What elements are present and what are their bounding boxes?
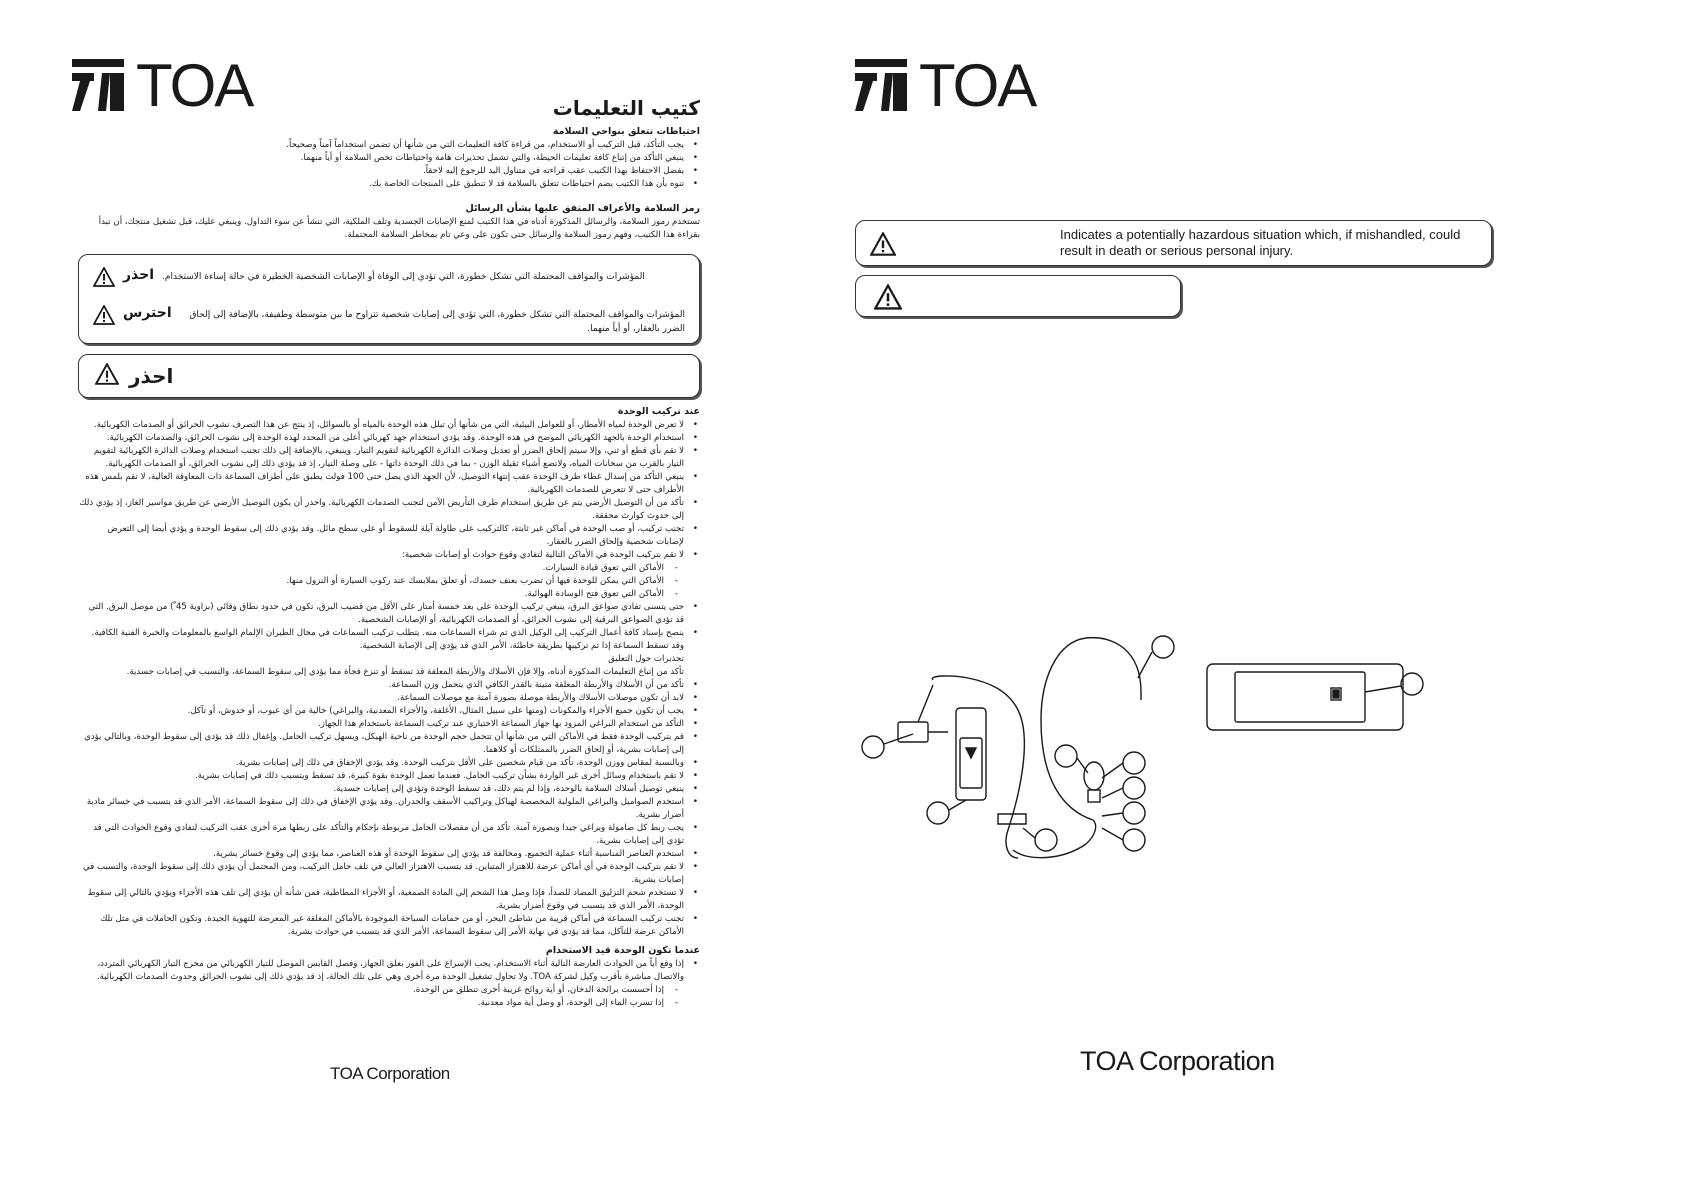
warning-banner bbox=[78, 354, 700, 398]
list-item: • استخدم الصواميل والبراغي الملولبة المخصصة لهياكل وتراكيب الأسقف والجدران. وقد يؤدي الإخفاق في ذلك إلى سقوط السماعة، الأمر الذي قد يتسبب في خسائر مادية أضرار بشرية. bbox=[78, 796, 700, 822]
list-item: • ينصح بإسناد كافة أعمال التركيب إلى الوكيل الذي تم شراء السماعات منه. يتطلب تركيب السماعات في مجال الطيران الإلمام الواسع بالمعلومات والخبرة الفنية الكافية. وقد تسقط السماعة إذا تم تركيبها بطريقة خاطئة، الأمر الذي قد يؤدي إلى الإصابة الشخصية. bbox=[78, 627, 700, 653]
caution-keyword: احترس bbox=[123, 305, 172, 321]
list-item: - الأماكن التي تعوق قيادة السيارات. bbox=[78, 562, 700, 575]
manual-title: كتيب التعليمات bbox=[552, 96, 700, 120]
install-list bbox=[78, 419, 700, 939]
list-item: • يجب التأكد، قبل التركيب أو الاستخدام، من قراءة كافة التعليمات التي من شأنها أن تضمن استخداماً آمناً وصحيحاً. bbox=[78, 139, 700, 152]
safety-heading: احتياطات تتعلق بنواحي السلامة bbox=[552, 126, 700, 137]
callout-circle bbox=[862, 736, 884, 758]
right-caution-box bbox=[855, 275, 1181, 317]
list-item: • ينبغي التأكد من إتباع كافة تعليمات الحيطة، والتي تشمل تحذيرات هامة واحتياطات تخص السلامة أو أياً منهما. bbox=[78, 152, 700, 165]
caution-description: المؤشرات والمواقف المحتملة التي تشكل خطورة، التي تؤدي إلى إصابات شخصية تتراوح ما بين متوسطة وطفيفة، بالإضافة إلى إلحاق الضرر بالعقار، أو أياً منهما. bbox=[189, 310, 685, 334]
callout-circle bbox=[1055, 745, 1077, 767]
list-item: • لا تستخدم شحم التزليق المضاد للصدأ، فإذا وصل هذا الشحم إلى المادة الصمغية، أو الأجزاء المطاطية، فمن شأنه أن يؤدي إلى تلف هذه الأجزاء ويؤدي بالتالي إلى سقوط الوحدة، الأمر الذي قد يتسبب في وقوع أضرار بشرية. bbox=[78, 887, 700, 913]
left-footer-company: TOA Corporation bbox=[330, 1064, 450, 1083]
list-item: تأكد من إتباع التعليمات المذكورة أدناه، وإلا فإن الأسلاك والأربطة المعلقة قد تسقط أو تنزع فجأة مما يؤدي إلى سقوط السماعة، والتسبب في إصابات جسدية. bbox=[126, 667, 684, 677]
headset-microphone-diagram bbox=[858, 630, 1188, 870]
list-item: • التأكد من استخدام البراغي المزود بها جهاز السماعة الاختياري عند تركيب السماعة باستخدام هذا الجهاز. bbox=[78, 718, 700, 731]
callout-circle bbox=[1401, 673, 1423, 695]
list-item: • تأكد من أن التوصيل الأرضي يتم عن طريق استخدام طرف التأريض الآمن لتجنب الصدمات الكهربائية. واحذر أن يكون التوصيل الأرضي عن طريق مواسير الغاز، إذ يؤدي ذلك إلى حدوث كوارث محققة. bbox=[78, 497, 700, 523]
list-item: • ينبغي توصيل أسلاك السلامة بالوحدة، وإذا لم يتم ذلك، قد تسقط الوحدة وتؤدي إلى إصابات جسدية. bbox=[78, 783, 700, 796]
warning-legend-row bbox=[93, 267, 685, 291]
warning-triangle-icon bbox=[95, 363, 119, 389]
callout-circle bbox=[1035, 829, 1057, 851]
warning-triangle-icon bbox=[93, 267, 115, 291]
list-item: • لا تقم بتركيب الوحدة في الأماكن التالية لتفادي وقوع حوادث أو إصابات شخصية: bbox=[78, 549, 700, 562]
right-footer-company: TOA Corporation bbox=[1080, 1046, 1275, 1076]
callout-circle bbox=[1152, 636, 1174, 658]
list-item: • تجنب تركيب، أو صب الوحدة في أماكن غير ثابتة، كالتركيب على طاولة آيلة للسقوط أو على سطح مائل. وقد يؤدي ذلك إلى سقوط الوحدة و يؤدي أيضا إلى التعرض لإصابات شخصية وإلحاق الضرر بالعقار. bbox=[78, 523, 700, 549]
list-item: - الأماكن التي تعوق فتح الوسادة الهوائية. bbox=[78, 588, 700, 601]
list-item: • قم بتركيب الوحدة فقط في الأماكن التي من شأنها أن تتحمل حجم الوحدة من ناحية الهيكل، ويسهل تركيب الحامل. وإغفال ذلك قد يؤدي إلى سقوط الوحدة، وبالتالي يؤدي إلى إصابات بشرية، أو إلحاق الضرر بالممتلكات أو كلاهما. bbox=[78, 731, 700, 757]
list-item: • يفضل الاحتفاظ بهذا الكتيب عقب قراءته في متناول اليد للرجوع إليه لاحقاً. bbox=[78, 165, 700, 178]
use-list bbox=[78, 958, 700, 1010]
right-warning-text: Indicates a potentially hazardous situation which, if mishandled, could result in death or serious personal injury. bbox=[1060, 227, 1461, 258]
callout-circle bbox=[1123, 752, 1145, 774]
warning-triangle-icon bbox=[874, 284, 902, 314]
list-item: • ينبغي التأكد من إسدال غطاء طرف الوحدة عقب إنتهاء التوصيل، لأن الجهد الذي يصل حتى 100 فولت يطبق على أطراف السماعة ذات المعاوقة العالية، لا تقم بلمس هذه الأطراف حتى لا تتعرض للصدمات الكهربائية. bbox=[78, 471, 700, 497]
list-item: تحذيرات حول التعليق bbox=[608, 654, 684, 664]
list-item: • استخدام الوحدة بالجهد الكهربائي الموضح في هذه الوحدة. وقد يؤدي استخدام جهد كهربائي أعلى من المحدد لهذه الوحدة إلى نشوب الحرائق، والصدمات الكهربائية. bbox=[78, 432, 700, 445]
list-item: • استخدم العناصر المناسبة أثناء عملية التجميع. ومخالفة قد يؤدي إلى سقوط الوحدة أو هذه العناصر، مما يؤدي إلى وقوع خسائر بشرية. bbox=[78, 848, 700, 861]
symbols-text: تستخدم رموز السلامة، والرسائل المذكورة أدناه في هذا الكتيب لمنع الإصابات الجسدية وتلف الملكية، التي تنشأ عن سوء التداول. وينبغي عليك، قبل تشغيل منتجك، أن تبدأ بقراءة هذا الكتيب، وفهم رموز السلامة والرسائل حتى تكون على وعي تام بمخاطر السلامة المحتملة. bbox=[98, 217, 700, 240]
list-item: • وبالنسبة لمقاس ووزن الوحدة، تأكد من قيام شخصين على الأقل بتركيب الوحدة. وقد يؤدي الإخفاق في ذلك إلى إصابات بشرية. bbox=[78, 757, 700, 770]
list-item: • لا تقم بتركيب الوحدة في أي أماكن عرضة للاهتزاز المتباين. قد يتسبب الاهتزاز العالي في تلف حامل التركيب، ومن المحتمل أن يؤدي ذلك إلى سقوط الوحدة، والتسبب في إصابات بشرية. bbox=[78, 861, 700, 887]
list-item: - الأماكن التي يمكن للوحدة فيها أن تضرب بعنف جسدك، أو تعلق بملابسك عند ركوب السيارة أو النزول منها. bbox=[78, 575, 700, 588]
list-item: • لابد أن تكون موصلات الأسلاك والأربطة موصلة بصورة آمنة مع موصلات السماعة. bbox=[78, 692, 700, 705]
left-brand-name: TOA bbox=[136, 52, 253, 119]
list-item: • لا تعرض الوحدة لمياه الأمطار، أو للعوامل البيئية، التي من شأنها أن تبلل هذه الوحدة بالمياه أو بالسوائل، إذ ينتج عن هذا التصرف نشوب الحرائق أو الصدمات الكهربائية. bbox=[78, 419, 700, 432]
right-brand-name: TOA bbox=[919, 52, 1036, 119]
callout-circle bbox=[1123, 829, 1145, 851]
safety-list bbox=[78, 139, 700, 191]
hazard-legend-box bbox=[78, 254, 700, 344]
warning-description: المؤشرات والمواقف المحتملة التي تشكل خطورة، التي تؤدي إلى الوفاة أو الإصابات الشخصية الخطيرة في حالة إساءة الاستخدام. bbox=[162, 272, 645, 282]
toa-logo-icon bbox=[855, 59, 907, 113]
list-item: • لا تقم باستخدام وسائل أخرى غير الواردة بشأن تركيب الحامل. فعندما تعمل الوحدة بقوة كبيرة، قد تسقط ويتسبب ذلك في إصابات بشرية. bbox=[78, 770, 700, 783]
warning-triangle-icon bbox=[93, 305, 115, 329]
warning-banner-label: احذر bbox=[129, 364, 174, 388]
list-item: - إذا أحسست برائحة الدخان، أو أية روائح غريبة أخرى تنطلق من الوحدة. bbox=[78, 984, 700, 997]
list-item: • إذا وقع أياً من الحوادث العارضة التالية أثناء الاستخدام، يجب الإسراع على الفور بغلق الجهاز، وفصل القابس الموصل للتيار الكهربائي من مخرج التيار الكهربائي المتردد، والاتصال مباشرة بأقرب وكيل لشركة TOA. ولا تحاول تشغيل الوحدة مرة أخرى وهي على تلك الحالة، إذ قد يؤدي ذلك إلى نشوب الحرائق وحدوث الصدمات الكهربائية. bbox=[78, 958, 700, 984]
callout-circle bbox=[1123, 777, 1145, 799]
list-item: • يجب ربط كل صامولة وبراغي جيدا وبصورة آمنة. تأكد من أن مفصلات الحامل مربوطة بإحكام والتأكد على ربطها مرة أخرى عقب التركيب لتفادي وقوع الحوادث التي قد تؤدي إلى إصابات بشرية. bbox=[78, 822, 700, 848]
list-item: • يجب أن تكون جميع الأجزاء والمكونات (ومنها على سبيل المثال، الأغلفة، والأجزاء المعدنية، والبراغي) خالية من أي عيوب، أو خدوش، أو تآكل. bbox=[78, 705, 700, 718]
callout-circle bbox=[927, 802, 949, 824]
right-brand-logo bbox=[855, 52, 1036, 119]
symbols-heading: رمز السلامة والأعراف المتفق عليها بشأن الرسائل bbox=[465, 203, 700, 214]
unit-front-diagram bbox=[1205, 662, 1435, 732]
right-warning-box bbox=[855, 220, 1492, 266]
list-item: - إذا تسرب الماء إلى الوحدة، أو وصل أية مواد معدنية. bbox=[78, 997, 700, 1010]
warning-triangle-icon bbox=[870, 232, 896, 260]
list-item: • تنوه بأن هذا الكتيب يضم احتياطات تتعلق بالسلامة قد لا تنطبق على المنتجات الخاصة بك. bbox=[78, 178, 700, 191]
install-heading: عند تركيب الوحدة bbox=[617, 406, 700, 417]
left-content bbox=[78, 96, 700, 1010]
warning-keyword: احذر bbox=[123, 267, 155, 283]
list-item: • تجنب تركيب السماعة في أماكن قريبة من شاطئ البحر، أو من حمامات السباحة الموجودة بالأماكن المغلقة غير المعرضة للتهوية الجيدة. وتكون الحاملات في مثل تلك الأماكن عرضة للتآكل، مما قد يؤدي في نهاية الأمر إلى سقوط السماعة، الأمر الذي قد يتسبب في حوادث بشرية. bbox=[78, 913, 700, 939]
list-item: • لا تقم بأي قطع أو ثني، وإلا سيتم إلحاق الضرر أو تعديل وصلات الدائرة الكهربائية لتقويم التيار. وينبغي، بالإضافة إلى ذلك تجنب استخدام وصلات الدائرة الكهربائية لتقويم التيار بالقرب من سخانات المياه، ولاتضع أشياء ثقيلة الوزن - بما في ذلك الوحدة ذاتها - على وصلة التيار، إذ قد يؤدي ذلك إلى نشوب الحرائق، أو الصدمات الكهربائية. bbox=[78, 445, 700, 471]
caution-legend-row bbox=[93, 305, 685, 336]
use-heading: عندما تكون الوحدة قيد الاستخدام bbox=[545, 945, 700, 956]
list-item: • تأكد من أن الأسلاك والأربطة المعلقة متينة بالقدر الكافي الذي يتحمل وزن السماعة. bbox=[78, 679, 700, 692]
callout-circle bbox=[1123, 802, 1145, 824]
list-item: • حتى يتسنى تفادي صواعق البرق، ينبغي تركيب الوحدة على بعد خمسة أمتار على الأقل من قضيب البرق، تكون في حدود نطاق وقائي (بزاوية 45 ْ) من موصل البرق. التي قد تؤدي الصواعق البرقية إلى نشوب الحرائق، أو الصدمات الكهربائية، أو الإصابات الشخصية. bbox=[78, 601, 700, 627]
